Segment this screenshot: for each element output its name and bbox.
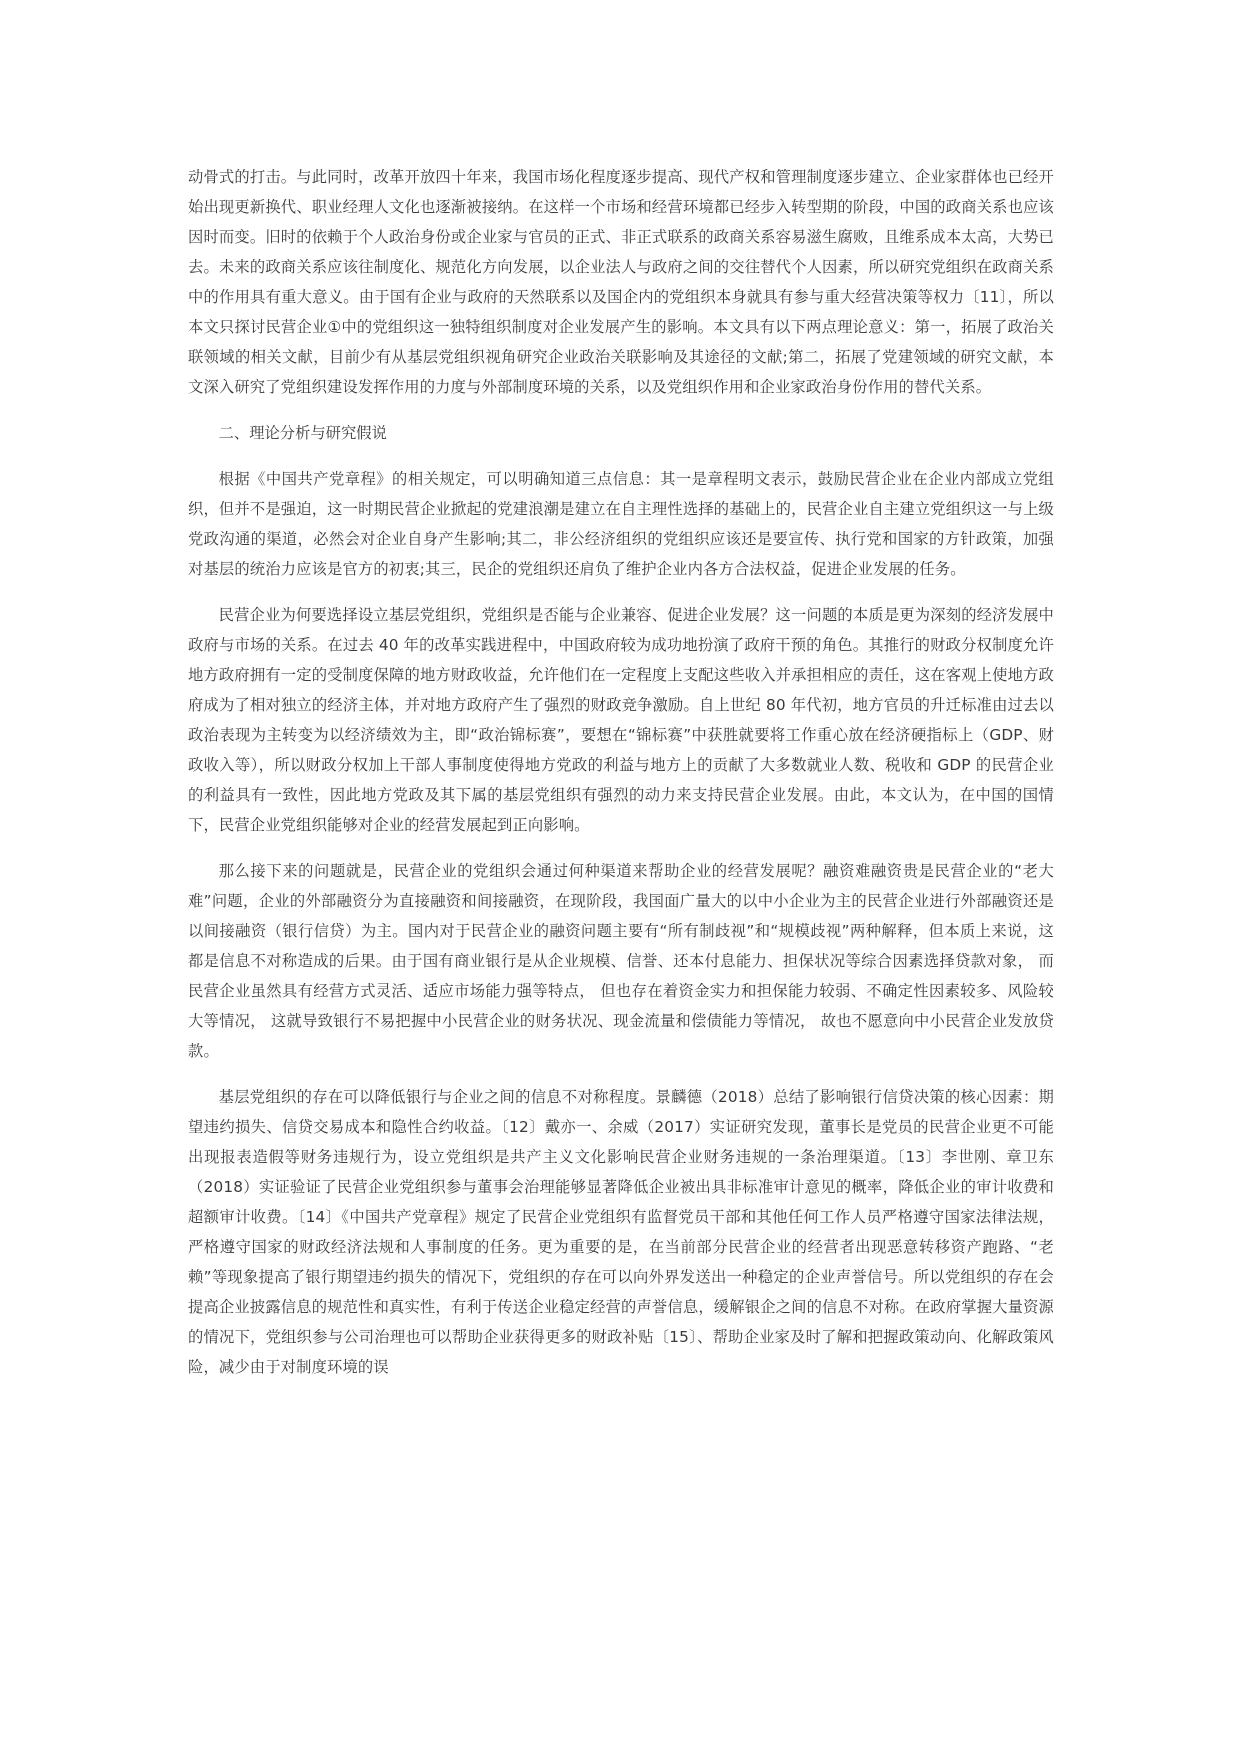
body-paragraph: 基层党组织的存在可以降低银行与企业之间的信息不对称程度。景麟德（2018）总结了影响银行信贷决策的核心因素：期望违约损失、信贷交易成本和隐性合约收益。〔12〕戴亦一、余威（2017）实证研究发现，董事长是党员的民营企业更不可能出现报表造假等财务违规行为，设立党组织是共产主义文化影响民营企业财务违规的一条治理渠道。〔13〕李世刚、章卫东（2018）实证验证了民营企业党组织参与董事会治理能够显著降低企业被出具非标准审计意见的概率，降低企业的审计收费和超额审计收费。〔14〕《中国共产党章程》规定了民营企业党组织有监督党员干部和其他任何工作人员严格遵守国家法律法规，严格遵守国家的财政经济法规和人事制度的任务。更为重要的是，在当前部分民营企业的经营者出现恶意转移资产跑路、“老赖”等现象提高了银行期望违约损失的情况下，党组织的存在可以向外界发送出一种稳定的企业声誉信号。所以党组织的存在会提高企业披露信息的规范性和真实性，有利于传送企业稳定经营的声誉信息，缓解银企之间的信息不对称。在政府掌握大量资源的情况下，党组织参与公司治理也可以帮助企业获得更多的财政补贴〔15〕、帮助企业家及时了解和把握政策动向、化解政策风险，减少由于对制度环境的误 [188,1088,1054,1376]
document-body [188,162,1054,1398]
body-paragraph: 那么接下来的问题就是，民营企业的党组织会通过何种渠道来帮助企业的经营发展呢？融资难融资贵是民营企业的“老大难”问题，企业的外部融资分为直接融资和间接融资，在现阶段，我国面广量大的以中小企业为主的民营企业进行外部融资还是以间接融资（银行信贷）为主。国内对于民营企业的融资问题主要有“所有制歧视”和“规模歧视”两种解释，但本质上来说，这都是信息不对称造成的后果。由于国有商业银行是从企业规模、信誉、还本付息能力、担保状况等综合因素选择贷款对象， 而民营企业虽然具有经营方式灵活、适应市场能力强等特点， 但也存在着资金实力和担保能力较弱、不确定性因素较多、风险较大等情况， 这就导致银行不易把握中小民营企业的财务状况、现金流量和偿债能力等情况， 故也不愿意向中小民营企业发放贷款。 [188,862,1054,1060]
body-paragraph: 根据《中国共产党章程》的相关规定，可以明确知道三点信息：其一是章程明文表示，鼓励民营企业在企业内部成立党组织，但并不是强迫，这一时期民营企业掀起的党建浪潮是建立在自主理性选择的基础上的，民营企业自主建立党组织这一与上级党政沟通的渠道，必然会对企业自身产生影响;其二，非公经济组织的党组织应该还是要宣传、执行党和国家的方针政策，加强对基层的统治力应该是官方的初衷;其三，民企的党组织还肩负了维护企业内各方合法权益，促进企业发展的任务。 [188,470,1054,578]
section-heading: 二、理论分析与研究假说 [218,424,387,442]
body-paragraph-continued: 动骨式的打击。与此同时，改革开放四十年来，我国市场化程度逐步提高、现代产权和管理制度逐步建立、企业家群体也已经开始出现更新换代、职业经理人文化也逐渐被接纳。在这样一个市场和经营环境都已经步入转型期的阶段，中国的政商关系也应该因时而变。旧时的依赖于个人政治身份或企业家与官员的正式、非正式联系的政商关系容易滋生腐败，且维系成本太高，大势已去。未来的政商关系应该往制度化、规范化方向发展，以企业法人与政府之间的交往替代个人因素，所以研究党组织在政商关系中的作用具有重大意义。由于国有企业与政府的天然联系以及国企内的党组织本身就具有参与重大经营决策等权力〔11〕，所以本文只探讨民营企业①中的党组织这一独特组织制度对企业发展产生的影响。本文具有以下两点理论意义：第一，拓展了政治关联领域的相关文献，目前少有从基层党组织视角研究企业政治关联影响及其途径的文献;第二，拓展了党建领域的研究文献，本文深入研究了党组织建设发挥作用的力度与外部制度环境的关系，以及党组织作用和企业家政治身份作用的替代关系。 [188,168,1054,396]
body-paragraph: 民营企业为何要选择设立基层党组织，党组织是否能与企业兼容、促进企业发展？这一问题的本质是更为深刻的经济发展中政府与市场的关系。在过去 40 年的改革实践进程中，中国政府较为成功地扮演了政府干预的角色。其推行的财政分权制度允许地方政府拥有一定的受制度保障的地方财政收益，允许他们在一定程度上支配这些收入并承担相应的责任，这在客观上使地方政府成为了相对独立的经济主体，并对地方政府产生了强烈的财政竞争激励。自上世纪 80 年代初，地方官员的升迁标准由过去以政治表现为主转变为以经济绩效为主，即“政治锦标赛”，要想在“锦标赛”中获胜就要将工作重心放在经济硬指标上（GDP、财政收入等），所以财政分权加上干部人事制度使得地方党政的利益与地方上的贡献了大多数就业人数、税收和 GDP 的民营企业的利益具有一致性，因此地方党政及其下属的基层党组织有强烈的动力来支持民营企业发展。由此，本文认为，在中国的国情下，民营企业党组织能够对企业的经营发展起到正向影响。 [188,606,1054,834]
